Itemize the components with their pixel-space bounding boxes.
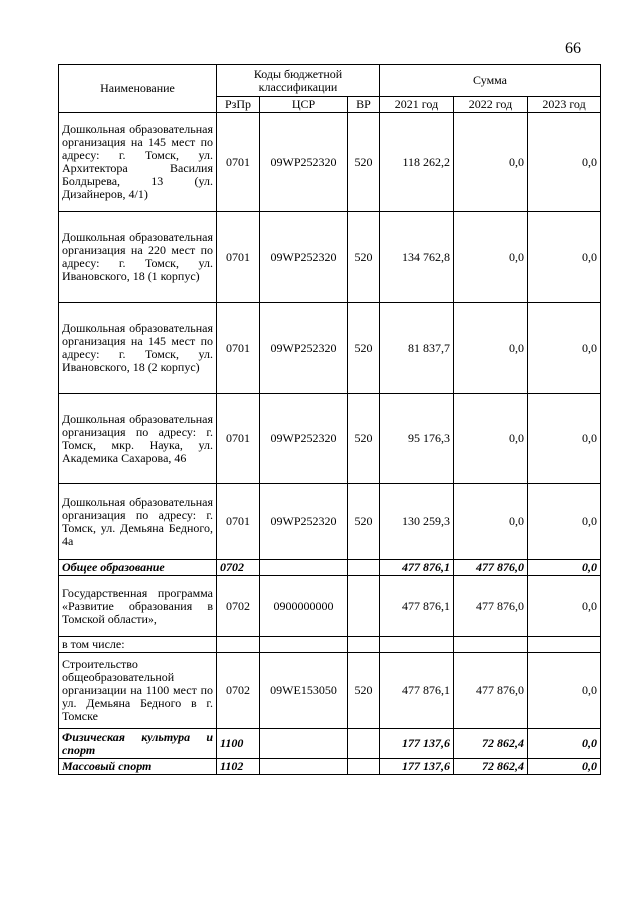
row-rzpr: 0701 [217, 394, 260, 484]
row-name: Государственная программа «Развитие образования в Томской области», [59, 576, 217, 637]
row-csr [260, 637, 348, 653]
row-2021: 477 876,1 [380, 576, 454, 637]
row-2022: 477 876,0 [454, 560, 528, 576]
row-name: Физическая культура и спорт [59, 729, 217, 759]
row-name: Дошкольная образовательная организация по адресу: г. Томск, мкр. Наука, ул. Академика Сахарова, 46 [59, 394, 217, 484]
header-rzpr: РзПр [217, 97, 260, 113]
row-rzpr: 1100 [217, 729, 260, 759]
row-vr: 520 [348, 303, 380, 394]
row-2021: 477 876,1 [380, 560, 454, 576]
row-csr: 09WP252320 [260, 303, 348, 394]
row-rzpr: 0702 [217, 576, 260, 637]
row-name: в том числе: [59, 637, 217, 653]
row-csr: 09WE153050 [260, 653, 348, 729]
table-row [59, 653, 601, 729]
row-csr: 09WP252320 [260, 113, 348, 212]
table-row [59, 729, 601, 759]
table-row [59, 212, 601, 303]
header-csr: ЦСР [260, 97, 348, 113]
row-2022: 477 876,0 [454, 576, 528, 637]
row-2022: 0,0 [454, 303, 528, 394]
row-2021 [380, 637, 454, 653]
row-name: Дошкольная образовательная организация на 145 мест по адресу: г. Томск, ул. Архитектора Василия Болдырева, 13 (ул. Дизайнеров, 4/1) [59, 113, 217, 212]
header-codes [217, 65, 380, 97]
row-rzpr: 0701 [217, 212, 260, 303]
header-2021: 2021 год [380, 97, 454, 113]
row-rzpr: 0701 [217, 113, 260, 212]
row-2023: 0,0 [528, 576, 601, 637]
row-2023: 0,0 [528, 653, 601, 729]
table-row [59, 576, 601, 637]
row-csr: 09WP252320 [260, 394, 348, 484]
row-2021: 81 837,7 [380, 303, 454, 394]
row-2021: 177 137,6 [380, 729, 454, 759]
row-vr [348, 576, 380, 637]
row-name: Дошкольная образовательная организация на 220 мест по адресу: г. Томск, ул. Ивановского, 18 (1 корпус) [59, 212, 217, 303]
row-2021: 477 876,1 [380, 653, 454, 729]
row-2022: 0,0 [454, 484, 528, 560]
row-rzpr: 0702 [217, 560, 260, 576]
row-rzpr: 0701 [217, 303, 260, 394]
header-codes-line1: Коды бюджетной [253, 66, 343, 81]
row-2023: 0,0 [528, 759, 601, 775]
table-row [59, 560, 601, 576]
row-rzpr: 0701 [217, 484, 260, 560]
row-csr: 09WP252320 [260, 484, 348, 560]
row-2022: 72 862,4 [454, 759, 528, 775]
header-name: Наименование [59, 65, 217, 113]
table-row [59, 759, 601, 775]
row-2023 [528, 637, 601, 653]
table-row [59, 303, 601, 394]
row-2021: 177 137,6 [380, 759, 454, 775]
row-name: Массовый спорт [59, 759, 217, 775]
row-rzpr [217, 637, 260, 653]
row-vr [348, 729, 380, 759]
page-number: 66 [565, 40, 581, 57]
header-2023: 2023 год [528, 97, 601, 113]
row-csr: 0900000000 [260, 576, 348, 637]
row-2021: 95 176,3 [380, 394, 454, 484]
row-2023: 0,0 [528, 113, 601, 212]
row-vr [348, 560, 380, 576]
row-2023: 0,0 [528, 729, 601, 759]
row-csr [260, 729, 348, 759]
row-2023: 0,0 [528, 303, 601, 394]
row-csr: 09WP252320 [260, 212, 348, 303]
table-row [59, 637, 601, 653]
row-vr: 520 [348, 394, 380, 484]
row-2022: 477 876,0 [454, 653, 528, 729]
row-2022: 0,0 [454, 113, 528, 212]
row-csr [260, 560, 348, 576]
table-row [59, 394, 601, 484]
row-2021: 134 762,8 [380, 212, 454, 303]
row-2022 [454, 637, 528, 653]
header-codes-line2: классификации [258, 79, 338, 94]
row-name: Строительство общеобразовательной организации на 1100 мест по ул. Демьяна Бедного в г. Томске [59, 653, 217, 729]
row-name: Дошкольная образовательная организация по адресу: г. Томск, ул. Демьяна Бедного, 4а [59, 484, 217, 560]
row-2023: 0,0 [528, 212, 601, 303]
row-vr [348, 759, 380, 775]
budget-table [58, 64, 601, 775]
row-2023: 0,0 [528, 560, 601, 576]
row-2022: 0,0 [454, 212, 528, 303]
table-row [59, 113, 601, 212]
row-vr [348, 637, 380, 653]
row-vr: 520 [348, 484, 380, 560]
row-2023: 0,0 [528, 484, 601, 560]
header-sum: Сумма [380, 65, 601, 97]
row-2021: 118 262,2 [380, 113, 454, 212]
header-vr: ВР [348, 97, 380, 113]
row-csr [260, 759, 348, 775]
row-vr: 520 [348, 212, 380, 303]
row-2023: 0,0 [528, 394, 601, 484]
header-2022: 2022 год [454, 97, 528, 113]
row-vr: 520 [348, 653, 380, 729]
row-rzpr: 1102 [217, 759, 260, 775]
table-row [59, 484, 601, 560]
row-2022: 0,0 [454, 394, 528, 484]
row-vr: 520 [348, 113, 380, 212]
row-name: Дошкольная образовательная организация на 145 мест по адресу: г. Томск, ул. Ивановского, 18 (2 корпус) [59, 303, 217, 394]
row-2022: 72 862,4 [454, 729, 528, 759]
row-rzpr: 0702 [217, 653, 260, 729]
row-2021: 130 259,3 [380, 484, 454, 560]
row-name: Общее образование [59, 560, 217, 576]
